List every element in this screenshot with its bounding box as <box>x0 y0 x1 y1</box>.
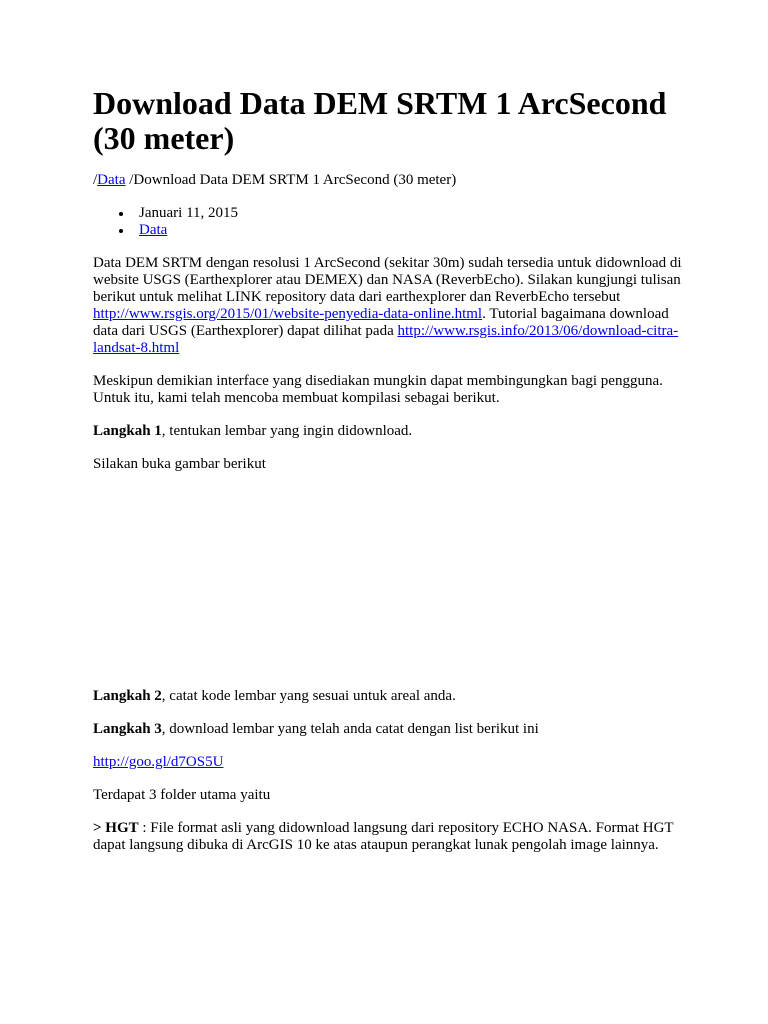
paragraph-interface: Meskipun demikian interface yang disediakan mungkin dapat membingungkan bagi pengguna. Untuk itu, kami telah mencoba membuat kompilasi sebagai berikut. <box>93 373 663 406</box>
step-2 <box>93 688 683 705</box>
hgt-paragraph <box>93 820 683 854</box>
intro-text-1: Data DEM SRTM dengan resolusi 1 ArcSecond (sekitar 30m) sudah tersedia untuk didownload di website USGS (Earthexplorer atau DEMEX) dan NASA (ReverbEcho). Silakan kungjungi tulisan berikut untuk melihat LINK repository data dari earthexplorer dan ReverbEcho tersebut <box>93 255 682 305</box>
step-2-text: , catat kode lembar yang sesuai untuk areal anda. <box>161 688 456 704</box>
post-category-link[interactable]: Data <box>139 222 168 238</box>
breadcrumb <box>93 172 683 189</box>
intro-paragraph <box>93 255 683 357</box>
breadcrumb-prefix: / <box>93 172 98 188</box>
post-date: Januari 11, 2015 <box>139 205 683 222</box>
step-1 <box>93 423 683 440</box>
tutorial-link[interactable]: http://www.rsgis.info/2013/06/download-citra-landsat-8.html <box>93 323 679 356</box>
step-3 <box>93 721 683 738</box>
short-link[interactable]: http://goo.gl/d7OS5U <box>93 754 224 770</box>
breadcrumb-link-data[interactable]: Data <box>97 172 126 188</box>
post-meta-list <box>93 205 683 239</box>
step-2-label: Langkah 2 <box>93 688 162 704</box>
page-title: Download Data DEM SRTM 1 ArcSecond (30 meter) <box>93 85 667 156</box>
step-3-label: Langkah 3 <box>93 721 162 737</box>
step-1-text: , tentukan lembar yang ingin didownload. <box>161 423 413 439</box>
step-3-text: , download lembar yang telah anda catat dengan list berikut ini <box>161 721 539 737</box>
short-link-paragraph <box>93 754 683 771</box>
hgt-text: : File format asli yang didownload langsung dari repository ECHO NASA. Format HGT dapat langsung dibuka di ArcGIS 10 ke atas ataupun perangkat lunak pengolah image lainnya. <box>93 820 674 853</box>
image-caption: Silakan buka gambar berikut <box>93 456 266 472</box>
hgt-label: > HGT <box>93 820 139 836</box>
folders-intro: Terdapat 3 folder utama yaitu <box>93 787 271 803</box>
article-content <box>93 86 683 854</box>
image-placeholder <box>93 473 683 672</box>
breadcrumb-current: /Download Data DEM SRTM 1 ArcSecond (30 meter) <box>125 172 457 188</box>
repository-link[interactable]: http://www.rsgis.org/2015/01/website-penyedia-data-online.html <box>93 306 483 322</box>
intro-text-2: . Tutorial bagaimana download data dari USGS (Earthexplorer) dapat dilihat pada <box>93 306 669 339</box>
post-category-item <box>139 222 683 239</box>
step-1-label: Langkah 1 <box>93 423 162 439</box>
